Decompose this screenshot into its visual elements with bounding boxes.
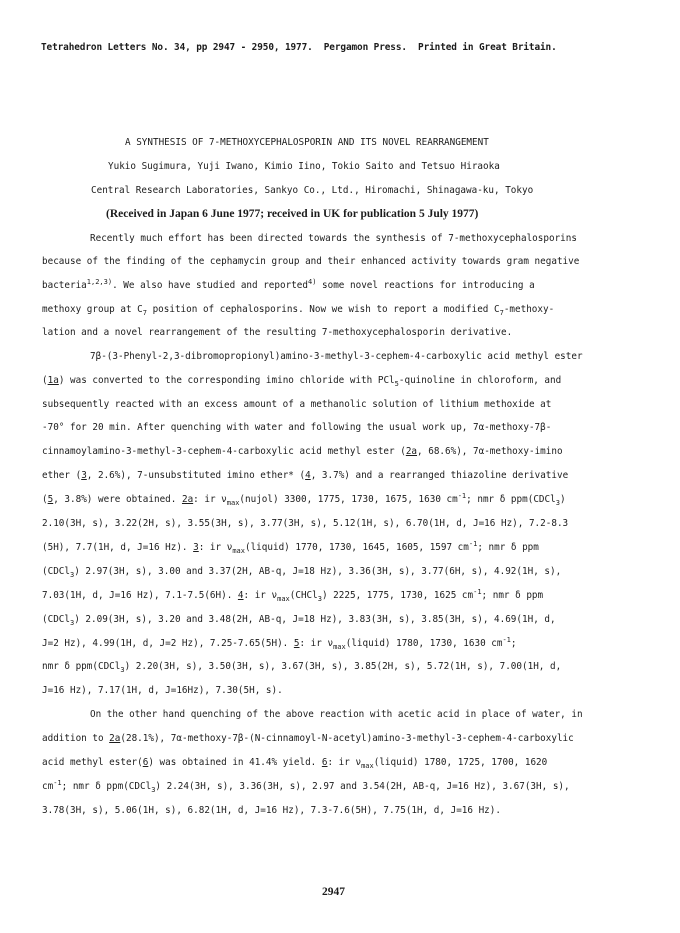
p2-line-7: (5, 3.8%) were obtained. 2a: ir $\nu_{max}(nujol)$ 3300, 1775, 1730, 1675, 1630 $cm^{-1}$; nmr δ ppm(CDCl$_3$) [42,492,566,507]
printed-in: Printed in Great Britain. [418,42,557,53]
p2-line-13: J=2 Hz), 4.99(1H, d, J=2 Hz), 7.25-7.65(5H). 5: ir $\nu_{max}(liquid)$ 1780, 1730, 1630 $cm^{-1}$; [42,636,517,651]
compound-ref: 5 [47,494,54,505]
compound-ref: 3 [81,470,87,481]
p2-line-9: (5H), 7.7(1H, d, J=16 Hz). 3: ir $\nu_{max}(liquid)$ 1770, 1730, 1645, 1605, 1597 $cm^{-1}$; nmr δ ppm [42,540,539,555]
p3-line-1: On the other hand quenching of the above reaction with acetic acid in place of water, in [90,709,583,720]
compound-ref: 6 [321,757,328,768]
compound-ref: 6 [142,757,149,768]
p1-line-1: Recently much effort has been directed towards the synthesis of 7-methoxycephalosporins [90,233,577,244]
p2-line-3: subsequently reacted with an excess amount of a methanolic solution of lithium methoxide at [42,399,552,410]
p2-line-4: -70° for 20 min. After quenching with water and following the usual work up, 7α-methoxy-7β- [42,422,552,433]
compound-ref: 4 [237,590,244,601]
compound-ref: 1a [47,375,59,386]
compound-ref: 2a [405,446,418,457]
p1-line-2: because of the finding of the cephamycin group and their enhanced activity towards gram negative [42,256,580,267]
p2-line-8: 2.10(3H, s), 3.22(2H, s), 3.55(3H, s), 3.77(3H, s), 5.12(1H, s), 6.70(1H, d, J=16 Hz), 7.2-8.3 [42,518,569,529]
publisher: Pergamon Press. [323,42,407,53]
p3-line-3: acid methyl ester(6) was obtained in 41.4% yield. 6: ir $\nu_{max}(liquid)$ 1780, 1725, 1700, 1620 [42,757,548,770]
p2-line-12: (CDCl$_3$) 2.09(3H, s), 3.20 and 3.48(2H, AB-q, J=18 Hz), 3.83(3H, s), 3.85(3H, s), 4.69(1H, d, [42,614,556,627]
p2-line-14: nmr δ ppm(CDCl$_3$) 2.20(3H, s), 3.50(3H, s), 3.67(3H, s), 3.85(2H, s), 5.72(1H, s), 7.00(1H, d, [42,661,562,674]
citation-ref: 1,2,3) [86,278,113,286]
affiliation: Central Research Laboratories, Sankyo Co., Ltd., Hiromachi, Shinagawa-ku, Tokyo [91,185,534,196]
citation-ref: 4) [307,278,317,286]
p2-line-6: ether (3, 2.6%), 7-unsubstituted imino ether* (4, 3.7%) and a rearranged thiazoline derivative [42,470,569,481]
compound-ref: 3 [193,542,199,553]
p2-line-15: J=16 Hz), 7.17(1H, d, J=16Hz), 7.30(5H, s). [42,685,283,696]
compound-ref: 5 [293,638,300,649]
p2-line-1: 7β-(3-Phenyl-2,3-dibromopropionyl)amino-3-methyl-3-cephem-4-carboxylic acid methyl ester [90,351,583,362]
paper-title: A SYNTHESIS OF 7-METHOXYCEPHALOSPORIN AND ITS NOVEL REARRANGEMENT [125,137,489,148]
journal-citation: Tetrahedron Letters No. 34, pp 2947 - 2950, 1977. [41,42,313,53]
compound-ref: 4 [305,470,311,481]
authors: Yukio Sugimura, Yuji Iwano, Kimio Iino, Tokio Saito and Tetsuo Hiraoka [108,161,500,172]
p2-line-10: (CDCl$_3$) 2.97(3H, s), 3.00 and 3.37(2H, AB-q, J=18 Hz), 3.36(3H, s), 3.77(6H, s), 4.92(1H, s), [42,566,562,579]
running-header [41,42,557,54]
p1-line-4: methoxy group at $C_7$ position of cephalosporins. Now we wish to report a modified $C_7-methoxy-$ [42,304,555,317]
compound-ref: 2a [109,733,121,744]
p3-line-5: 3.78(3H, s), 5.06(1H, s), 6.82(1H, d, J=16 Hz), 7.3-7.6(5H), 7.75(1H, d, J=16 Hz). [42,805,501,816]
compound-ref: 2a [181,494,194,505]
p2-line-5: cinnamoylamino-3-methyl-3-cephem-4-carboxylic acid methyl ester (2a, 68.6%), 7α-methoxy-imino [42,446,563,457]
p3-line-4: $cm^{-1}$; nmr δ ppm(CDCl$_3$) 2.24(3H, s), 3.36(3H, s), 2.97 and 3.54(2H, AB-q, J=16 Hz), 3.67(3H, s), [42,779,570,794]
p1-line-5: lation and a novel rearrangement of the resulting 7-methoxycephalosporin derivative. [42,327,513,338]
p1-line-3: bacteria$^{1,2,3)}$. We also have studied and reported$^{4)}$ some novel reactions for introducing a [42,278,535,291]
received-dates: (Received in Japan 6 June 1977; received in UK for publication 5 July 1977) [106,208,479,220]
p2-line-2: (1a) was converted to the corresponding imino chloride with PCl$_5$-quinoline in chloroform, and [42,375,562,388]
page-number: 2947 [322,886,345,898]
p3-line-2: addition to 2a(28.1%), 7α-methoxy-7β-(N-cinnamoyl-N-acetyl)amino-3-methyl-3-cephem-4-carboxylic [42,733,574,744]
p2-line-11: 7.03(1H, d, J=16 Hz), 7.1-7.5(6H). 4: ir $\nu_{max}(CHCl_3)$ 2225, 1775, 1730, 1625 $cm^{-1}$; nmr δ ppm [42,588,544,603]
